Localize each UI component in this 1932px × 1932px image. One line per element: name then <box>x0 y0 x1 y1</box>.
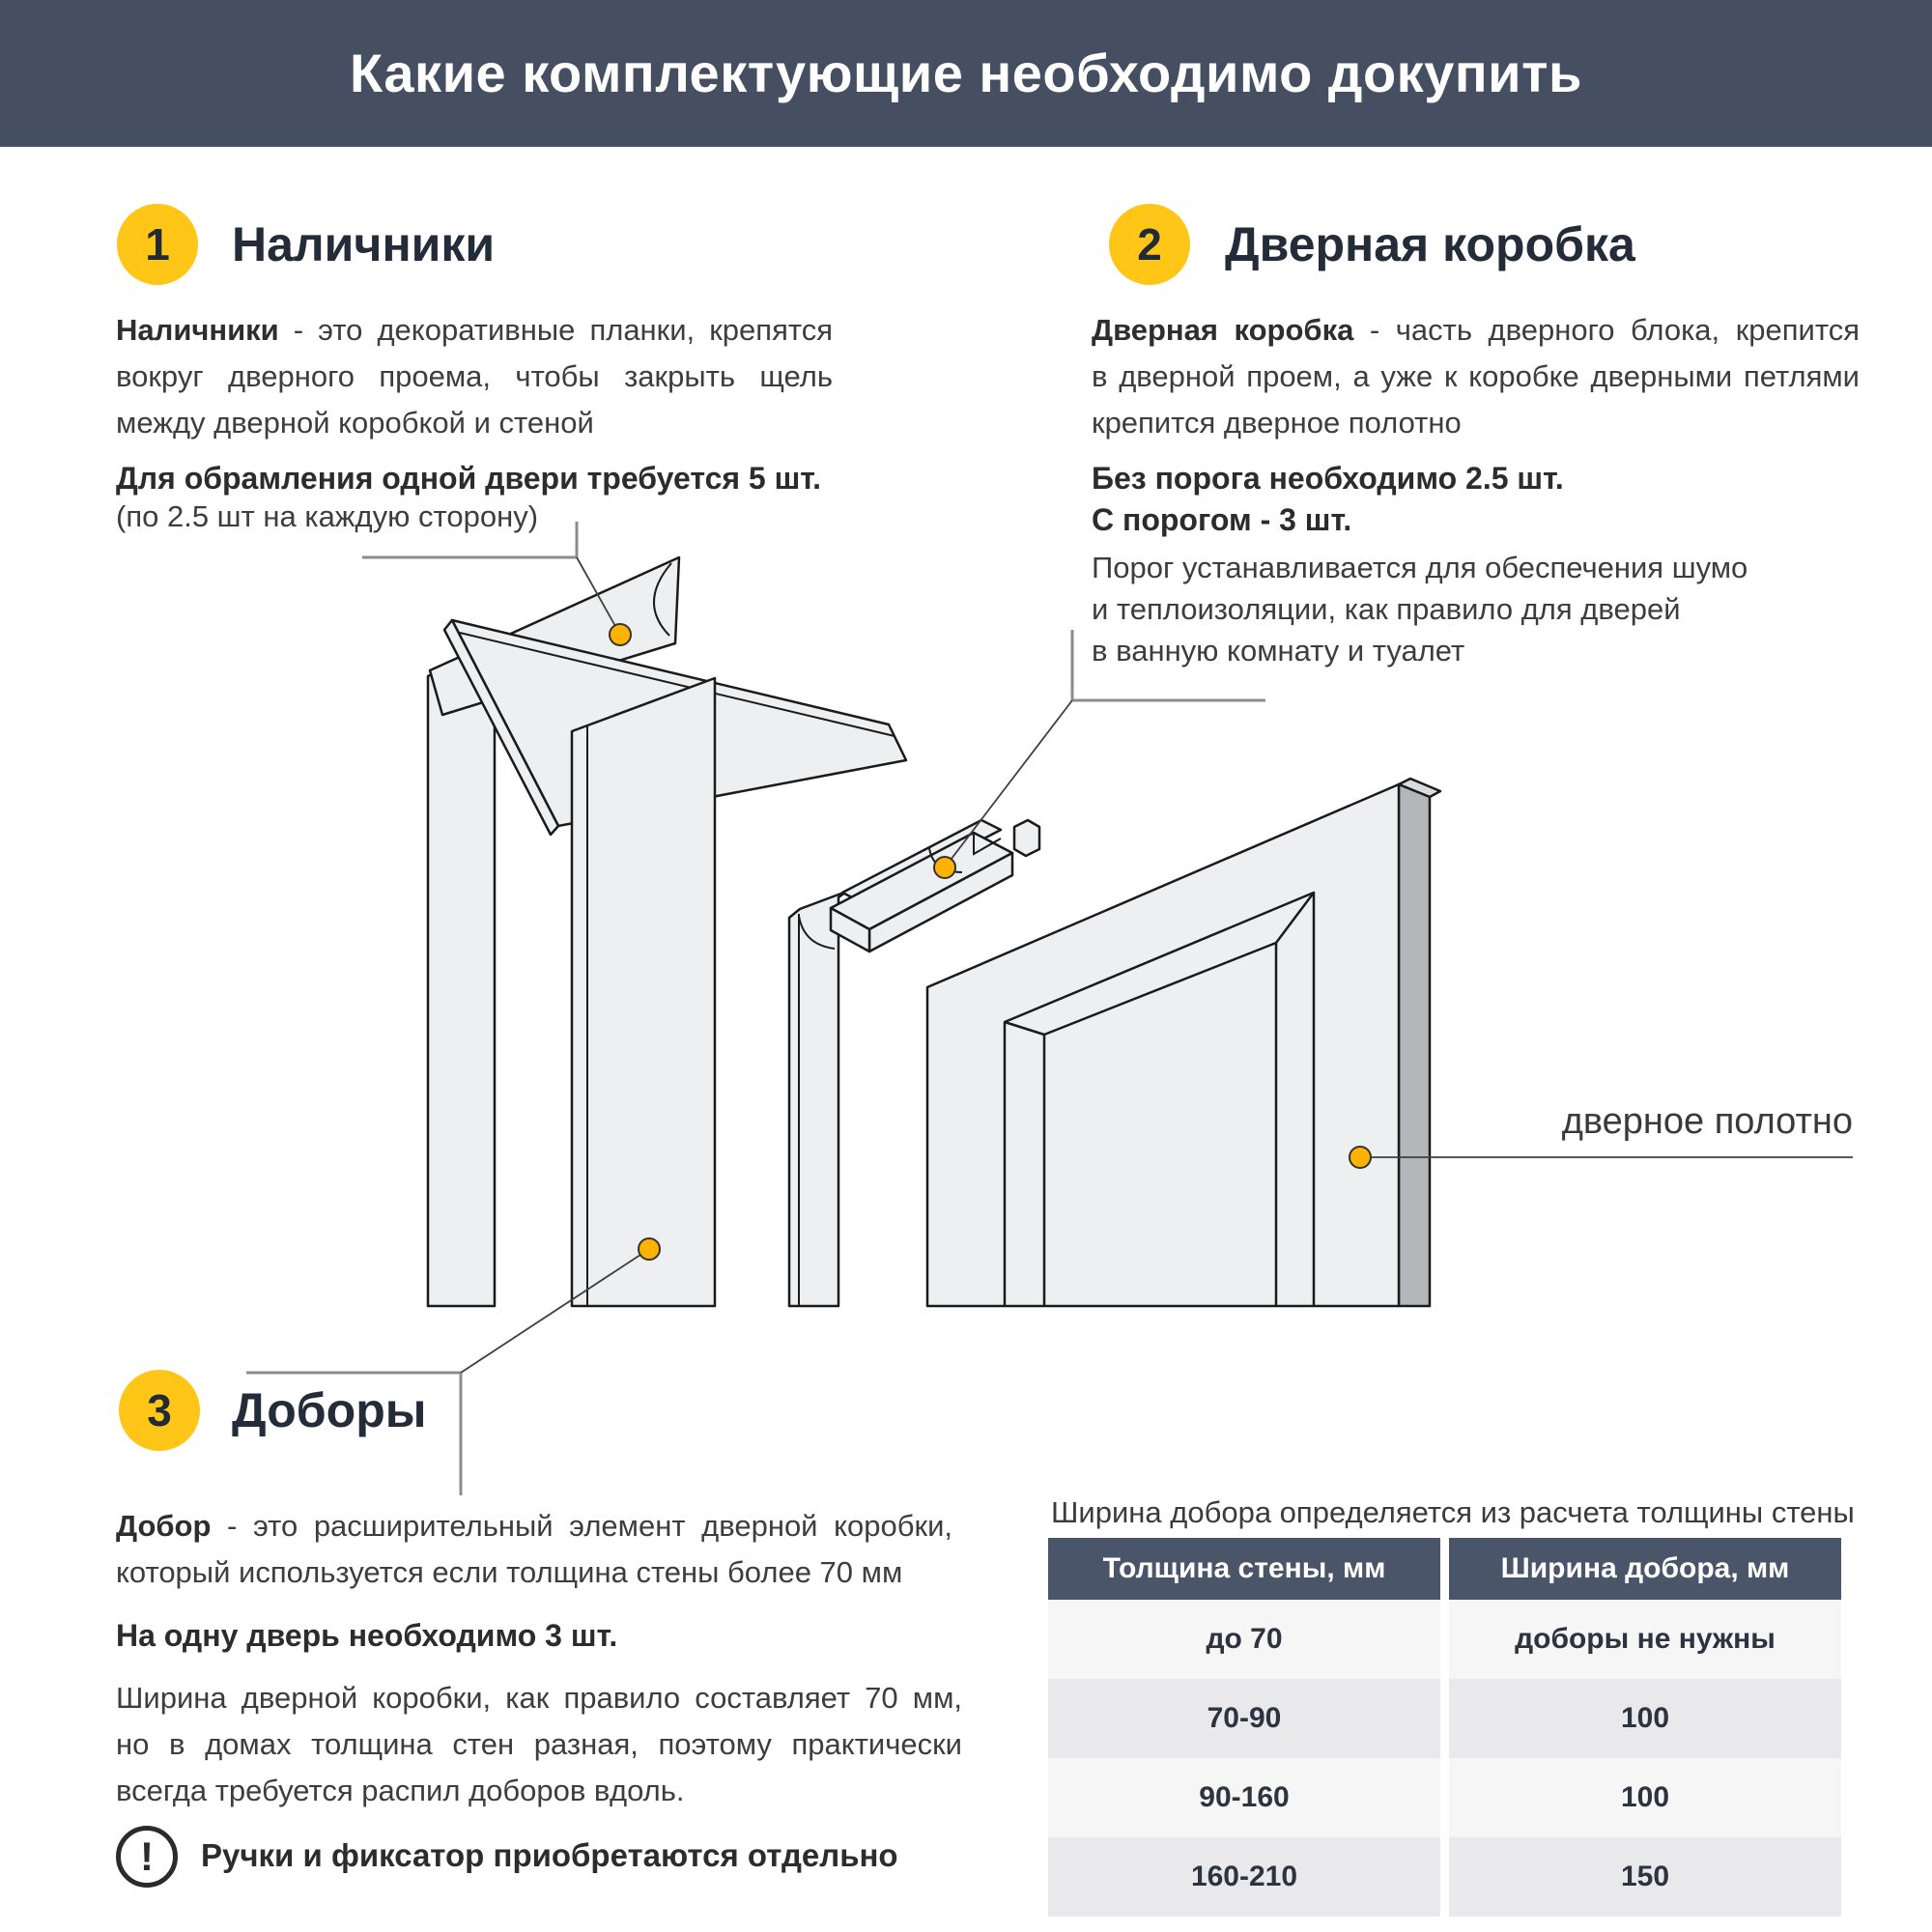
section-3-badge <box>119 1370 200 1451</box>
extension-width-table <box>1048 1538 1841 1917</box>
section-1-badge <box>117 204 198 285</box>
section-2-title: Дверная коробка <box>1225 217 1635 271</box>
section-2-description-line1: Дверная коробка - часть дверного блока, крепится <box>1092 313 1860 347</box>
warning-text: Ручки и фиксатор приобретаются отдельно <box>201 1837 898 1873</box>
section-1-title: Наличники <box>232 217 496 271</box>
table-cell: 70-90 <box>1048 1679 1440 1758</box>
table-cell: 100 <box>1449 1758 1841 1837</box>
section-2-term: Дверная коробка <box>1092 313 1354 347</box>
section-3-description-rest: который используется если толщина стены более 70 мм <box>116 1555 903 1589</box>
section-3-number: 3 <box>147 1385 172 1435</box>
section-3-term: Добор <box>116 1509 212 1543</box>
page-title: Какие комплектующие необходимо докупить <box>350 43 1582 103</box>
section-1-description-rest: вокруг дверного проема, чтобы закрыть щель между дверной коробкой и стеной <box>116 359 833 440</box>
section-3-quantity: На одну дверь необходимо 3 шт. <box>116 1618 618 1653</box>
threshold-profile <box>831 820 1039 952</box>
section-1-quantity: Для обрамления одной двери требуется 5 шт. <box>116 461 822 496</box>
door-leaf-label: дверное полотно <box>1561 1101 1853 1142</box>
header-banner <box>0 0 1932 147</box>
section-1-quantity-note: (по 2.5 шт на каждую сторону) <box>116 499 539 533</box>
door-frame-stile <box>789 892 846 1306</box>
table-header-wall-thickness: Толщина стены, мм <box>1048 1538 1440 1600</box>
table-cell: 160-210 <box>1048 1837 1440 1917</box>
extension-marker-dot <box>639 1238 660 1260</box>
section-2-sill-note: Порог устанавливается для обеспечения шумо и теплоизоляции, как правило для дверей в ванную комнату и туалет <box>1092 551 1748 668</box>
section-1-description <box>116 307 833 446</box>
frame-stile <box>789 892 846 1306</box>
exclamation-icon: ! <box>116 1826 178 1888</box>
threshold-end-cap <box>1014 820 1039 856</box>
table-header-extension-width: Ширина добора, мм <box>1449 1538 1841 1600</box>
table-caption: Ширина добора определяется из расчета толщины стены <box>1051 1495 1855 1529</box>
section-2-description <box>1092 307 1860 446</box>
extension-side-board <box>572 678 715 1306</box>
door-leaf-marker-dot <box>1350 1147 1371 1168</box>
section-2-description-rest: в дверной проем, а уже к коробке дверными петлями крепится дверное полотно <box>1092 359 1860 440</box>
section-2-number: 2 <box>1137 219 1162 270</box>
section-3-description-line1: Добор - это расширительный элемент дверной коробки, <box>116 1509 952 1543</box>
section-1-term: Наличники <box>116 313 279 347</box>
table-cell: 150 <box>1449 1837 1841 1917</box>
threshold-leader-line <box>945 700 1072 867</box>
table-cell: до 70 <box>1048 1600 1440 1679</box>
section-2-badge <box>1109 204 1190 285</box>
table-cell: 100 <box>1449 1679 1841 1758</box>
section-2-quantity-with-sill: С порогом - 3 шт. <box>1092 502 1352 537</box>
casing-marker-dot <box>610 624 631 645</box>
section-1-number: 1 <box>145 219 170 270</box>
casing-vertical-plank <box>428 643 495 1306</box>
section-3-description <box>116 1503 952 1596</box>
door-leaf-side-face <box>1399 784 1430 1306</box>
section-2-quantity-no-sill: Без порога необходимо 2.5 шт. <box>1092 461 1564 496</box>
section-1-description-line1: Наличники - это декоративные планки, крепятся <box>116 313 833 347</box>
table-cell: 90-160 <box>1048 1758 1440 1837</box>
section-3-width-note: Ширина дверной коробки, как правило составляет 70 мм, но в домах толщина стен разная, поэтому практически всегда требуется распил доборов вдоль. <box>116 1681 962 1807</box>
table-cell: доборы не нужны <box>1449 1600 1841 1679</box>
section-3-title: Доборы <box>232 1383 427 1437</box>
threshold-marker-dot <box>934 857 955 878</box>
